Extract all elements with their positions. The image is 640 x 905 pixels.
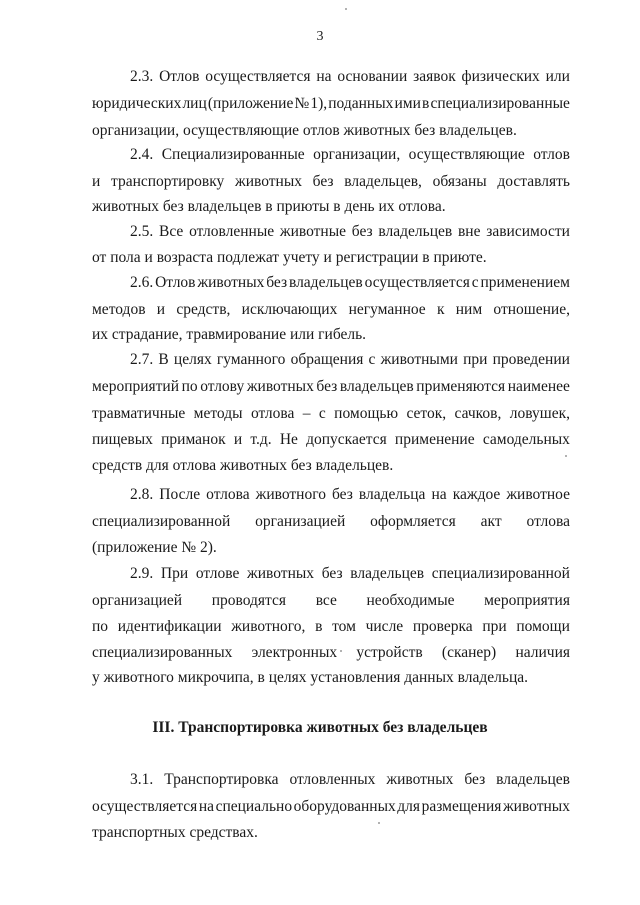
word: отловленные <box>189 223 275 240</box>
word: на <box>198 798 214 815</box>
paragraph-2-9-line-5: у животного микрочипа, в целях установления данных владельца. <box>92 669 528 686</box>
word: том <box>332 618 356 635</box>
word: Все <box>159 223 184 240</box>
paragraph-2-3-line-3: организации, осуществляющие отлов животных без владельцев. <box>92 122 517 139</box>
word: организации, <box>313 146 401 163</box>
word: проведении <box>492 351 570 368</box>
word: при <box>482 618 507 635</box>
paragraph-2-6-line-3: их страдание, травмирование или гибель. <box>92 326 367 343</box>
word: ним <box>455 301 483 318</box>
word: с <box>471 274 479 291</box>
word: вне <box>457 223 481 240</box>
word: ими <box>394 95 421 112</box>
word: гуманного <box>216 351 286 368</box>
word: исключающих <box>241 301 338 318</box>
word: на <box>431 486 447 503</box>
word: владельцев <box>378 223 453 240</box>
word: 2.8. <box>130 486 154 503</box>
word: устройств <box>356 644 423 661</box>
word: акт <box>480 513 502 530</box>
paragraph-3-1-line-2 <box>92 797 570 817</box>
word: применением <box>480 274 570 291</box>
paragraph-2-8-line-1 <box>130 485 570 505</box>
paragraph-2-7-line-3 <box>92 404 570 424</box>
word: юридических <box>92 95 182 112</box>
paragraph-2-4-line-1 <box>130 145 570 165</box>
word: осуществляется <box>364 274 470 291</box>
word: владельца <box>358 486 426 503</box>
word: владельцев <box>288 274 363 291</box>
word: заявок <box>413 68 456 85</box>
word: специально <box>215 798 293 815</box>
word: транспортировку <box>110 173 225 190</box>
section-heading: III. Транспортировка животных без владельцев <box>152 719 488 736</box>
word: отлову <box>200 378 245 395</box>
word: отлова <box>526 513 570 530</box>
paragraph-2-7-line-4 <box>92 430 570 450</box>
word: мероприятия <box>484 592 570 609</box>
word: Отлов <box>155 274 196 291</box>
word: без <box>316 378 338 395</box>
word: применяются <box>416 378 506 395</box>
word: и <box>156 301 166 318</box>
paragraph-3-1-line-1 <box>130 770 570 790</box>
word: отлов <box>533 146 570 163</box>
word: помощью <box>334 405 399 422</box>
word: – <box>302 405 311 422</box>
word: животных <box>234 173 302 190</box>
paragraph-2-9-line-3 <box>92 617 570 637</box>
word: организацией <box>92 592 183 609</box>
paragraph-2-7-line-2 <box>92 377 570 397</box>
scan-speck <box>565 455 567 457</box>
word: Специализированные <box>161 146 305 163</box>
word: на <box>316 68 332 85</box>
word: оборудованных <box>293 798 396 815</box>
word: животных <box>197 274 265 291</box>
word: без <box>332 486 353 503</box>
scan-speck <box>345 8 347 10</box>
word: проводятся <box>211 592 287 609</box>
word: помощи <box>516 618 570 635</box>
word: лиц <box>182 95 207 112</box>
word: 2.3. <box>130 68 154 85</box>
word: отловленных <box>289 771 376 788</box>
word: доставлять <box>497 173 570 190</box>
word: с <box>368 351 376 368</box>
word: В <box>158 351 169 368</box>
word: без <box>266 274 288 291</box>
word: отношение, <box>493 301 570 318</box>
word: наименее <box>507 378 570 395</box>
word: животных <box>386 771 454 788</box>
paragraph-2-7-line-5: средств для отлова животных без владельцев. <box>92 457 394 474</box>
word: обращения <box>290 351 364 368</box>
word: 2.5. <box>130 223 154 240</box>
word: владельцев <box>496 771 570 788</box>
word: ловушек, <box>509 405 570 422</box>
word: допускается <box>306 431 387 448</box>
word: При <box>160 565 189 582</box>
word: в <box>315 618 323 635</box>
word: к <box>436 301 445 318</box>
paragraph-2-3-line-1 <box>130 67 570 87</box>
word: в <box>422 95 430 112</box>
word: электронных <box>251 644 338 661</box>
word: зависимости <box>486 223 570 240</box>
word: для <box>397 798 421 815</box>
word: специализированной <box>92 513 231 530</box>
word: отлова <box>250 405 295 422</box>
word: животными <box>380 351 458 368</box>
word: пищевых <box>92 431 153 448</box>
word: животные <box>279 223 346 240</box>
paragraph-2-8-line-3: (приложение № 2). <box>92 539 217 556</box>
word: Транспортировка <box>164 771 279 788</box>
word: без <box>321 565 343 582</box>
word: средств, <box>176 301 231 318</box>
word: применение <box>394 431 475 448</box>
word: 2.7. <box>130 351 154 368</box>
word: основании <box>337 68 408 85</box>
word: методы <box>193 405 243 422</box>
paragraph-2-6-line-1 <box>130 273 570 293</box>
word: все <box>315 592 337 609</box>
word: необходимые <box>366 592 455 609</box>
word: с <box>318 405 326 422</box>
word: методов <box>92 301 146 318</box>
word: 2.6. <box>130 274 154 291</box>
word: т.д. <box>250 431 272 448</box>
word: (сканер) <box>441 644 497 661</box>
word: без <box>351 223 373 240</box>
word: негуманное <box>348 301 426 318</box>
word: После <box>159 486 201 503</box>
word: специализированные <box>430 95 570 112</box>
word: животных <box>247 565 315 582</box>
word: осуществляется <box>92 798 198 815</box>
word: обязаны <box>432 173 487 190</box>
word: наличия <box>515 644 570 661</box>
word: самодельных <box>482 431 570 448</box>
word: числе <box>365 618 404 635</box>
word: животное <box>506 486 570 503</box>
word: № <box>294 95 310 112</box>
word: 3.1. <box>130 771 154 788</box>
word: Отлов <box>159 68 200 85</box>
word: поданных <box>328 95 394 112</box>
word: без <box>312 173 334 190</box>
word: без <box>464 771 486 788</box>
word: специализированных <box>92 644 233 661</box>
word: травматичные <box>92 405 186 422</box>
word: или <box>545 68 570 85</box>
word: приманок <box>161 431 226 448</box>
word: организацией <box>255 513 346 530</box>
word: осуществляется <box>205 68 311 85</box>
word: отлова <box>206 486 250 503</box>
word: отлове <box>195 565 240 582</box>
paragraph-2-9-line-1 <box>130 564 570 584</box>
word: и <box>233 431 243 448</box>
word: идентификации <box>117 618 222 635</box>
word: физических <box>461 68 540 85</box>
word: 2.9. <box>130 565 154 582</box>
paragraph-2-7-line-1 <box>130 350 570 370</box>
paragraph-2-3-line-2 <box>92 94 570 114</box>
paragraph-2-9-line-4 <box>92 643 570 663</box>
word: оформляется <box>370 513 456 530</box>
word: каждое <box>452 486 501 503</box>
paragraph-2-4-line-3: животных без владельцев в приюты в день их отлова. <box>92 198 446 215</box>
word: и <box>92 173 101 190</box>
word: по <box>92 618 109 635</box>
word: по <box>181 378 198 395</box>
word: 2.4. <box>130 146 154 163</box>
page-number: 3 <box>316 29 324 44</box>
paragraph-2-5-line-1 <box>130 222 570 242</box>
word: (приложение <box>207 95 294 112</box>
word: сачков, <box>454 405 502 422</box>
word: целях <box>173 351 212 368</box>
word: сеток, <box>406 405 447 422</box>
word: специализированной <box>431 565 570 582</box>
word: животных <box>246 378 314 395</box>
word: проверка <box>412 618 473 635</box>
scan-speck <box>340 650 342 652</box>
scan-speck <box>378 822 380 824</box>
word: животного <box>255 486 326 503</box>
word: размещения <box>421 798 502 815</box>
word: животного, <box>231 618 306 635</box>
paragraph-2-8-line-2 <box>92 512 570 532</box>
word: при <box>463 351 488 368</box>
paragraph-2-4-line-2 <box>92 172 570 192</box>
word: мероприятий <box>92 378 180 395</box>
word: владельцев, <box>344 173 422 190</box>
word: 1), <box>310 95 328 112</box>
word: осуществляющие <box>408 146 525 163</box>
paragraph-2-6-line-2 <box>92 300 570 320</box>
word: владельцев <box>350 565 425 582</box>
paragraph-3-1-line-3: транспортных средствах. <box>92 824 258 841</box>
paragraph-2-5-line-2: от пола и возраста подлежат учету и регистрации в приюте. <box>92 249 487 266</box>
word: Не <box>279 431 298 448</box>
word: владельцев <box>339 378 414 395</box>
word: животных <box>502 798 570 815</box>
paragraph-2-9-line-2 <box>92 591 570 611</box>
